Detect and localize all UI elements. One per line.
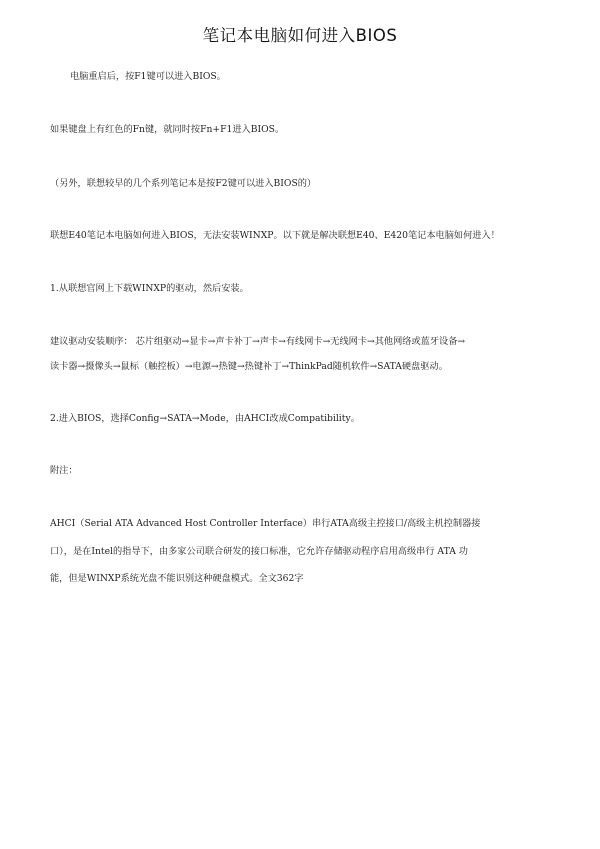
- paragraph-fn-key: 如果键盘上有红色的Fn键，就同时按Fn+F1进入BIOS。: [50, 124, 285, 135]
- paragraph-restart-f1: 电脑重启后，按F1键可以进入BIOS。: [70, 71, 226, 82]
- paragraph-appendix-heading: 附注：: [50, 465, 78, 476]
- paragraph-driver-order-line-1: 建议驱动安装顺序： 芯片组驱动→显卡→声卡补丁→声卡→有线网卡→无线网卡→其他网络或蓝牙设备→: [50, 336, 466, 347]
- paragraph-f2-note: （另外，联想较早的几个系列笔记本是按F2键可以进入BIOS的）: [50, 178, 317, 189]
- paragraph-driver-order-line-2: 读卡器→摄像头→鼠标（触控板）→电源→热键→热键补丁→ThinkPad随机软件→SATA硬盘驱动。: [50, 361, 448, 372]
- paragraph-step-1: 1.从联想官网上下载WINXP的驱动，然后安装。: [50, 283, 249, 294]
- paragraph-step-2: 2.进入BIOS，选择Config→SATA→Mode，由AHCI改成Compatibility。: [50, 413, 360, 424]
- paragraph-ahci-line-1: AHCI（Serial ATA Advanced Host Controller Interface）串行ATA高级主控接口/高级主机控制器接: [50, 518, 481, 529]
- paragraph-ahci-line-2: 口），是在Intel的指导下，由多家公司联合研发的接口标准，它允许存储驱动程序启用高级串行 ATA 功: [50, 546, 468, 557]
- document-title: 笔记本电脑如何进入BIOS: [202, 26, 398, 45]
- paragraph-ahci-line-3: 能，但是WINXP系统光盘不能识别这种硬盘模式。全文362字: [50, 573, 304, 584]
- paragraph-e40-intro: 联想E40笔记本电脑如何进入BIOS，无法安装WINXP。以下就是解决联想E40、E420笔记本电脑如何进入！: [50, 230, 500, 241]
